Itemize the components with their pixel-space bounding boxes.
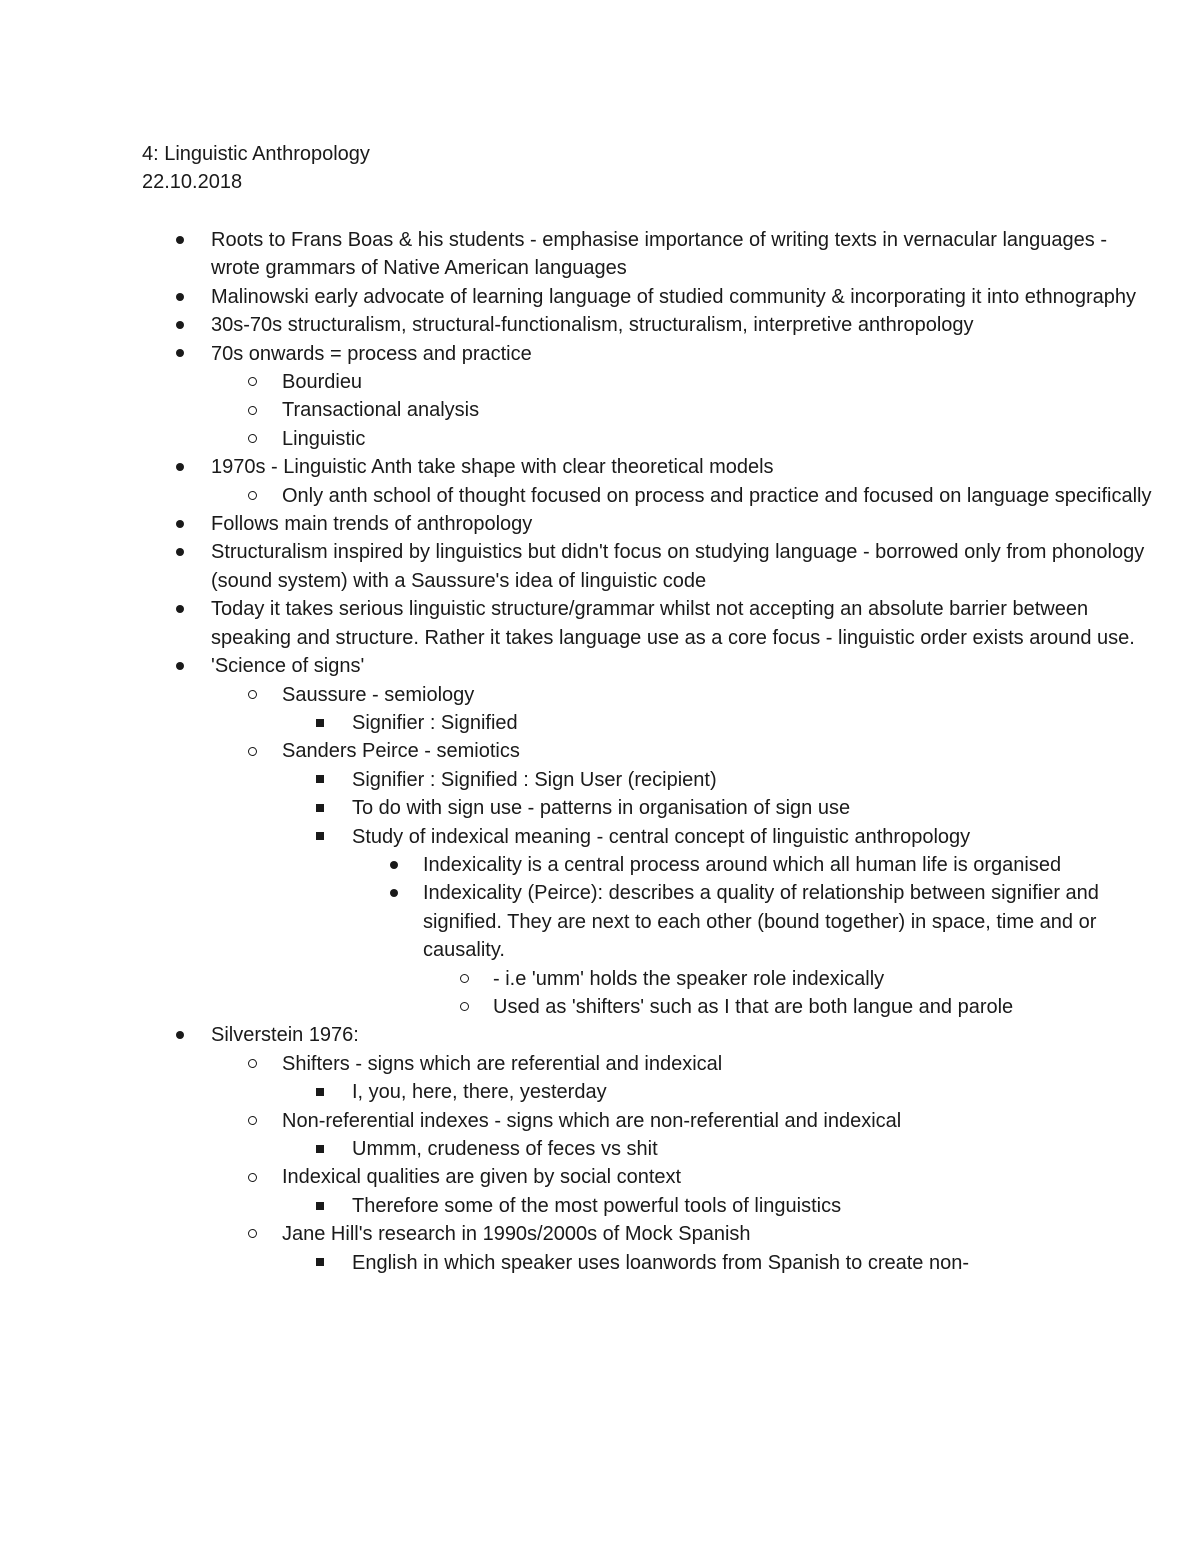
list-item [0,766,1200,794]
hollow-circle-icon [248,368,257,396]
filled-circle-icon [390,879,398,907]
list-item [0,1163,1200,1191]
list-item [0,1021,1200,1049]
filled-circle-icon [176,595,184,623]
hollow-circle-icon [248,1163,257,1191]
list-item [0,226,1200,283]
list-item-text: Malinowski early advocate of learning language of studied community & incorporating it into ethnography [211,285,1136,308]
list-item-text: Structuralism inspired by linguistics but didn't focus on studying language - borrowed only from phonology (sound system) with a Saussure's idea of linguistic code [211,541,1145,592]
list-item-text: Bourdieu [282,371,363,394]
list-item [0,595,1200,652]
list-item [0,965,1200,993]
list-item-text: Only anth school of thought focused on process and practice and focused on language specifically [282,484,1152,507]
list-item-text: Today it takes serious linguistic structure/grammar whilst not accepting an absolute barrier between speaking and structure. Rather it takes language use as a core focus - linguistic order exists around use. [211,598,1135,649]
list-item-text: 1970s - Linguistic Anth take shape with clear theoretical models [211,456,774,479]
filled-square-icon [316,823,324,851]
hollow-circle-icon [248,1107,257,1135]
list-item [0,283,1200,311]
hollow-circle-icon [248,737,257,765]
list-item [0,1107,1200,1135]
list-item-text: Indexicality is a central process around which all human life is organised [423,853,1062,876]
list-item [0,1249,1200,1277]
hollow-circle-icon [248,1050,257,1078]
list-item-text: Sanders Peirce - semiotics [282,740,520,763]
list-item [0,368,1200,396]
list-item [0,1078,1200,1106]
list-item-text: To do with sign use - patterns in organisation of sign use [352,797,851,820]
filled-square-icon [316,1249,324,1277]
filled-circle-icon [176,453,184,481]
list-item-text: Signifier : Signified : Sign User (recipient) [352,768,717,791]
list-item-text: 30s-70s structuralism, structural-functionalism, structuralism, interpretive anthropology [211,314,974,337]
filled-circle-icon [176,283,184,311]
list-item [0,396,1200,424]
list-item [0,823,1200,851]
filled-square-icon [316,1192,324,1220]
list-item [0,709,1200,737]
list-item-text: - i.e 'umm' holds the speaker role indexically [493,967,885,990]
list-item [0,340,1200,368]
list-item [0,737,1200,765]
filled-square-icon [316,1078,324,1106]
list-item-text: English in which speaker uses loanwords from Spanish to create non- [352,1251,969,1274]
list-item [0,993,1200,1021]
filled-circle-icon [390,851,398,879]
document-title: 4: Linguistic Anthropology [142,143,370,165]
list-item [0,1050,1200,1078]
list-item-text: Non-referential indexes - signs which are non-referential and indexical [282,1109,902,1132]
filled-circle-icon [176,510,184,538]
hollow-circle-icon [460,993,469,1021]
list-item-text: Follows main trends of anthropology [211,513,533,536]
list-item-text: Used as 'shifters' such as I that are both langue and parole [493,995,1014,1018]
list-item-text: Shifters - signs which are referential and indexical [282,1052,723,1075]
filled-circle-icon [176,311,184,339]
list-item-text: Roots to Frans Boas & his students - emphasise importance of writing texts in vernacular languages - wrote grammars of Native American languages [211,229,1107,280]
filled-square-icon [316,709,324,737]
list-item [0,681,1200,709]
list-item [0,510,1200,538]
filled-circle-icon [176,652,184,680]
list-item-text: Transactional analysis [282,399,480,422]
hollow-circle-icon [460,965,469,993]
list-item [0,538,1200,595]
hollow-circle-icon [248,681,257,709]
hollow-circle-icon [248,482,257,510]
list-item-text: 70s onwards = process and practice [211,342,532,365]
list-item [0,425,1200,453]
list-item-text: Indexicality (Peirce): describes a quality of relationship between signifier and signified. They are next to each other (bound together) in space, time and or causality. [423,882,1099,962]
list-item-text: Therefore some of the most powerful tools of linguistics [352,1194,842,1217]
notes-list [0,226,1200,1277]
list-item-text: Signifier : Signified [352,711,518,734]
list-item-text: Study of indexical meaning - central concept of linguistic anthropology [352,825,971,848]
document-date: 22.10.2018 [142,171,243,193]
list-item-text: Silverstein 1976: [211,1024,359,1047]
list-item-text: 'Science of signs' [211,655,365,678]
list-item [0,453,1200,481]
filled-square-icon [316,794,324,822]
hollow-circle-icon [248,396,257,424]
filled-square-icon [316,766,324,794]
list-item [0,311,1200,339]
list-item [0,794,1200,822]
list-item-text: Jane Hill's research in 1990s/2000s of Mock Spanish [282,1223,751,1246]
filled-circle-icon [176,226,184,254]
list-item [0,652,1200,680]
hollow-circle-icon [248,1220,257,1248]
list-item [0,1192,1200,1220]
list-item [0,851,1200,879]
list-item [0,1135,1200,1163]
filled-square-icon [316,1135,324,1163]
list-item-text: Indexical qualities are given by social context [282,1166,682,1189]
filled-circle-icon [176,340,184,368]
list-item [0,482,1200,510]
list-item-text: I, you, here, there, yesterday [352,1081,607,1104]
list-item-text: Saussure - semiology [282,683,475,706]
list-item-text: Ummm, crudeness of feces vs shit [352,1138,658,1160]
hollow-circle-icon [248,425,257,453]
list-item-text: Linguistic [282,427,366,450]
list-item [0,1220,1200,1248]
filled-circle-icon [176,538,184,566]
filled-circle-icon [176,1021,184,1049]
list-item [0,879,1200,964]
